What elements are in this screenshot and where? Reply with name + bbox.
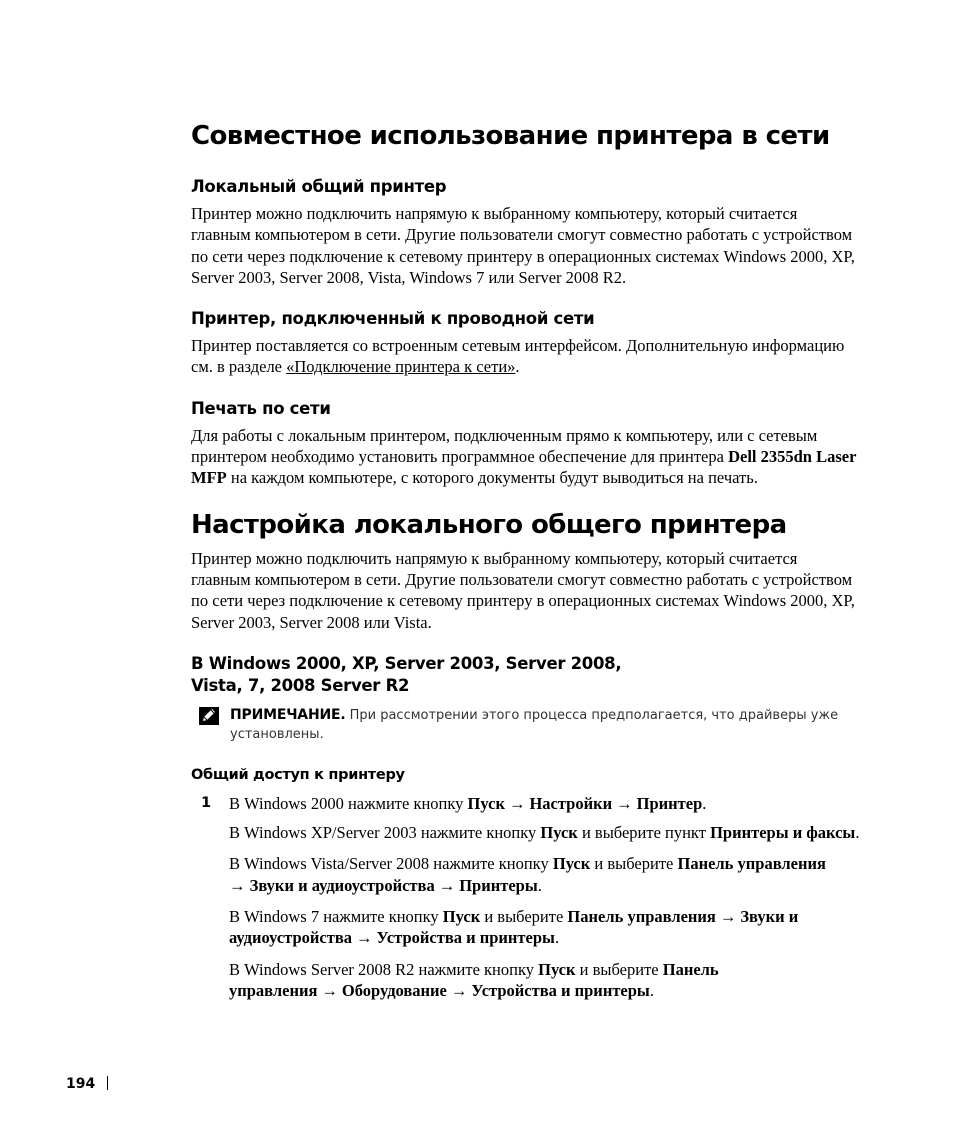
step-1 [191, 793, 861, 1001]
heading-windows-versions: В Windows 2000, XP, Server 2003, Server 2008, Vista, 7, 2008 Server R2 [191, 653, 622, 695]
heading-share-printer: Общий доступ к принтеру [191, 766, 405, 783]
note-box [191, 706, 861, 744]
heading-network-printing: Печать по сети [191, 398, 331, 418]
section-title-local-shared-setup: Настройка локального общего принтера [191, 509, 787, 540]
paragraph-network-printing: Для работы с локальным принтером, подключенным прямо к компьютеру, или с сетевым принтером необходимо установить программное обеспечение для принтера Dell 2355dn Laser MFP на каждом компьютере, с которого документы будут выводиться на печать. [191, 425, 857, 488]
paragraph-wired-network-printer: Принтер поставляется со встроенным сетевым интерфейсом. Дополнительную информацию см. в разделе «Подключение принтера к сети». [191, 336, 845, 377]
paragraph-local-shared-printer: Принтер можно подключить напрямую к выбранному компьютеру, который считается главным компьютером в сети. Другие пользователи смогут совместно работать с устройством по сети через подключение к сетевому принтеру в операционных системах Windows 2000, XP, Server 2003, Server 2008, Vista, Windows 7 или Server 2008 R2. [191, 204, 855, 287]
link-connect-printer[interactable]: «Подключение принтера к сети» [286, 357, 516, 377]
note-label: ПРИМЕЧАНИЕ. [230, 706, 346, 723]
page-number: 194 [66, 1076, 96, 1092]
step-text-server2008r2: В Windows Server 2008 R2 нажмите кнопку Пуск и выберите Панель управления → Оборудование → Устройства и принтеры. [229, 959, 719, 1000]
note-text: При рассмотрении этого процесса предполагается, что драйверы уже установлены. [230, 707, 839, 742]
step-text-vista: В Windows Vista/Server 2008 нажмите кнопку Пуск и выберите Панель управления → Звуки и аудиоустройства → Принтеры. [229, 854, 826, 895]
footer-divider [107, 1076, 108, 1090]
step-text-winxp: В Windows XP/Server 2003 нажмите кнопку Пуск и выберите пункт Принтеры и факсы. [229, 823, 860, 843]
heading-local-shared-printer: Локальный общий принтер [191, 177, 447, 196]
step-number: 1 [201, 794, 212, 811]
step-text-win7: В Windows 7 нажмите кнопку Пуск и выберите Панель управления → Звуки и аудиоустройства → Устройства и принтеры. [229, 907, 799, 948]
paragraph-local-shared-setup: Принтер можно подключить напрямую к выбранному компьютеру, который считается главным компьютером в сети. Другие пользователи смогут совместно работать с устройством по сети через подключение к сетевому принтеру в операционных системах Windows 2000, XP, Server 2003, Server 2008 или Vista. [191, 548, 855, 632]
pencil-note-icon [199, 707, 219, 725]
page-footer [66, 1076, 108, 1092]
page-content [191, 118, 861, 1001]
step-text-win2000: В Windows 2000 нажмите кнопку Пуск → Настройки → Принтер. [229, 793, 707, 813]
section-title-sharing: Совместное использование принтера в сети [191, 121, 830, 151]
heading-wired-network-printer: Принтер, подключенный к проводной сети [191, 309, 595, 329]
printer-model: Dell 2355dn Laser MFP [191, 447, 857, 488]
